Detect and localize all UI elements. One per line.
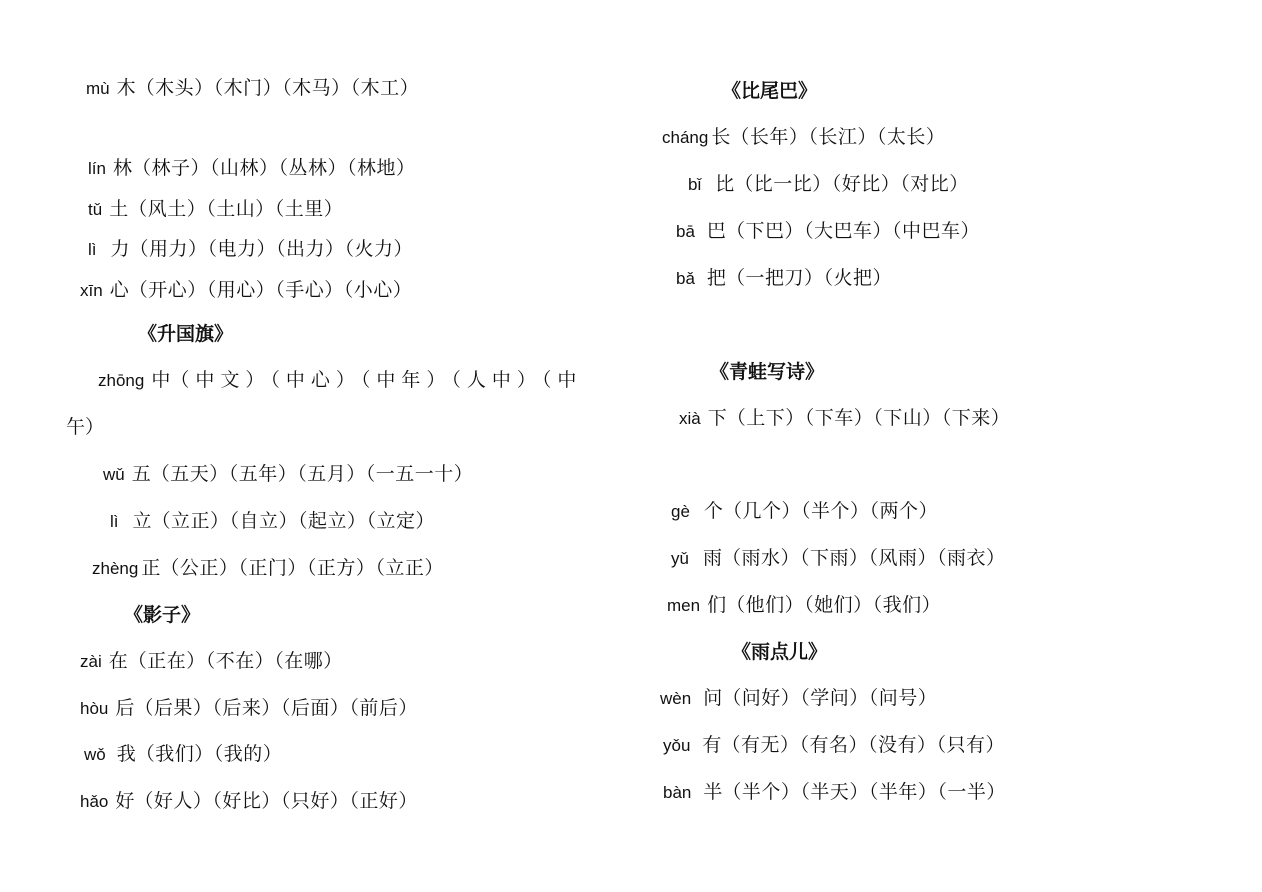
character: 长	[711, 126, 731, 148]
entry-xin	[80, 278, 412, 303]
examples: （雨水）（下雨）（风雨）（雨衣）	[721, 547, 1006, 569]
character: 木	[116, 77, 136, 99]
character: 土	[109, 198, 129, 220]
entry-zheng	[92, 556, 444, 581]
entry-hou	[80, 696, 418, 721]
character: 个	[703, 500, 723, 522]
character: 有	[702, 734, 722, 756]
entry-ban	[663, 780, 1006, 805]
pinyin: lì	[88, 240, 97, 259]
entry-ba-2	[676, 266, 892, 291]
pinyin: zhōng	[98, 371, 145, 390]
entry-yu	[671, 546, 1006, 571]
entry-ge	[671, 499, 938, 524]
examples: （开心）（用心）（手心）（小心）	[128, 279, 413, 301]
character: 半	[703, 781, 723, 803]
character: 下	[707, 407, 727, 429]
examples: （长年）（长江）（太长）	[730, 126, 946, 148]
entry-wu	[103, 462, 473, 487]
examples: （立正）（自立）（起立）（立定）	[151, 510, 436, 532]
entry-xia	[679, 406, 1010, 431]
character: 在	[108, 650, 128, 672]
character: 把	[706, 267, 726, 289]
entry-hao	[80, 789, 418, 814]
pinyin: lì	[110, 512, 119, 531]
entry-chang	[662, 125, 945, 150]
character: 问	[703, 687, 723, 709]
examples: （有无）（有名）（没有）（只有）	[721, 734, 1005, 756]
pinyin: hòu	[80, 699, 109, 718]
entry-zhong-wrap: 午）	[66, 416, 105, 438]
entry-wo	[84, 742, 282, 767]
examples: （风土）（土山）（土里）	[128, 198, 344, 220]
character: 立	[132, 510, 152, 532]
examples: （中文）（中心）（中年）（人中）（中	[170, 369, 583, 391]
examples: （比一比）（好比）（对比）	[734, 173, 969, 195]
pinyin: yǔ	[671, 549, 689, 568]
character: 后	[115, 697, 135, 719]
examples: （五天）（五年）（五月）（一五一十）	[150, 463, 474, 485]
pinyin: wǔ	[103, 465, 125, 484]
pinyin: xīn	[80, 281, 103, 300]
examples: （正在）（不在）（在哪）	[127, 650, 343, 672]
examples: （林子）（山林）（丛林）（林地）	[131, 157, 416, 179]
entry-mu	[86, 76, 419, 101]
character: 比	[715, 173, 735, 195]
pinyin: bā	[676, 222, 695, 241]
lesson-title-shengguoqi: 《升国旗》	[138, 323, 234, 345]
examples: （问好）（学问）（问号）	[722, 687, 938, 709]
pinyin: yǒu	[663, 736, 691, 755]
entry-li-2	[110, 509, 435, 534]
examples: （公正）（正门）（正方）（立正）	[160, 557, 444, 579]
pinyin: wǒ	[84, 745, 106, 764]
character: 雨	[702, 547, 722, 569]
pinyin: zhèng	[92, 559, 139, 578]
examples: （我们）（我的）	[135, 743, 283, 765]
entry-lin	[88, 156, 416, 181]
pinyin: xià	[679, 409, 701, 428]
examples: （下巴）（大巴车）（中巴车）	[725, 220, 980, 242]
examples: （木头）（木门）（木马）（木工）	[135, 77, 420, 99]
examples: （后果）（后来）（后面）（前后）	[134, 697, 418, 719]
examples: （好人）（好比）（只好）（正好）	[134, 790, 418, 812]
entry-men	[667, 593, 941, 618]
entry-ba	[676, 219, 980, 244]
pinyin: bǐ	[688, 175, 702, 194]
pinyin: lín	[88, 159, 106, 178]
pinyin: wèn	[660, 689, 692, 708]
pinyin: bǎ	[676, 269, 695, 288]
lesson-title-yudianer: 《雨点儿》	[732, 641, 828, 663]
examples: （他们）（她们）（我们）	[726, 594, 942, 616]
entry-bi	[688, 172, 969, 197]
entry-tu	[88, 197, 343, 222]
pinyin: men	[667, 596, 701, 615]
character: 正	[141, 557, 161, 579]
character: 我	[116, 743, 136, 765]
lesson-title-qingwa: 《青蛙写诗》	[710, 361, 825, 383]
character: 五	[131, 463, 151, 485]
character: 好	[115, 790, 135, 812]
character: 心	[109, 279, 129, 301]
examples: （半个）（半天）（半年）（一半）	[722, 781, 1006, 803]
character: 中	[151, 369, 171, 391]
character: 林	[112, 157, 132, 179]
character: 巴	[706, 220, 726, 242]
pinyin: bàn	[663, 783, 692, 802]
entry-you	[663, 733, 1005, 758]
pinyin: tǔ	[88, 200, 103, 219]
pinyin: zài	[80, 652, 102, 671]
pinyin: gè	[671, 502, 690, 521]
examples: （几个）（半个）（两个）	[722, 500, 938, 522]
character: 力	[110, 238, 130, 260]
examples: （上下）（下车）（下山）（下来）	[726, 407, 1011, 429]
entry-zai	[80, 649, 343, 674]
entry-zhong	[98, 368, 582, 393]
lesson-title-biweiba: 《比尾巴》	[722, 80, 818, 102]
pinyin: cháng	[662, 128, 709, 147]
lesson-title-yingzi: 《影子》	[124, 604, 201, 626]
pinyin: mù	[86, 79, 110, 98]
examples: （一把刀）（火把）	[725, 267, 892, 289]
examples: （用力）（电力）（出力）（火力）	[129, 238, 414, 260]
entry-li	[88, 237, 413, 262]
character: 们	[707, 594, 727, 616]
pinyin: hǎo	[80, 792, 109, 811]
entry-wen	[660, 686, 937, 711]
